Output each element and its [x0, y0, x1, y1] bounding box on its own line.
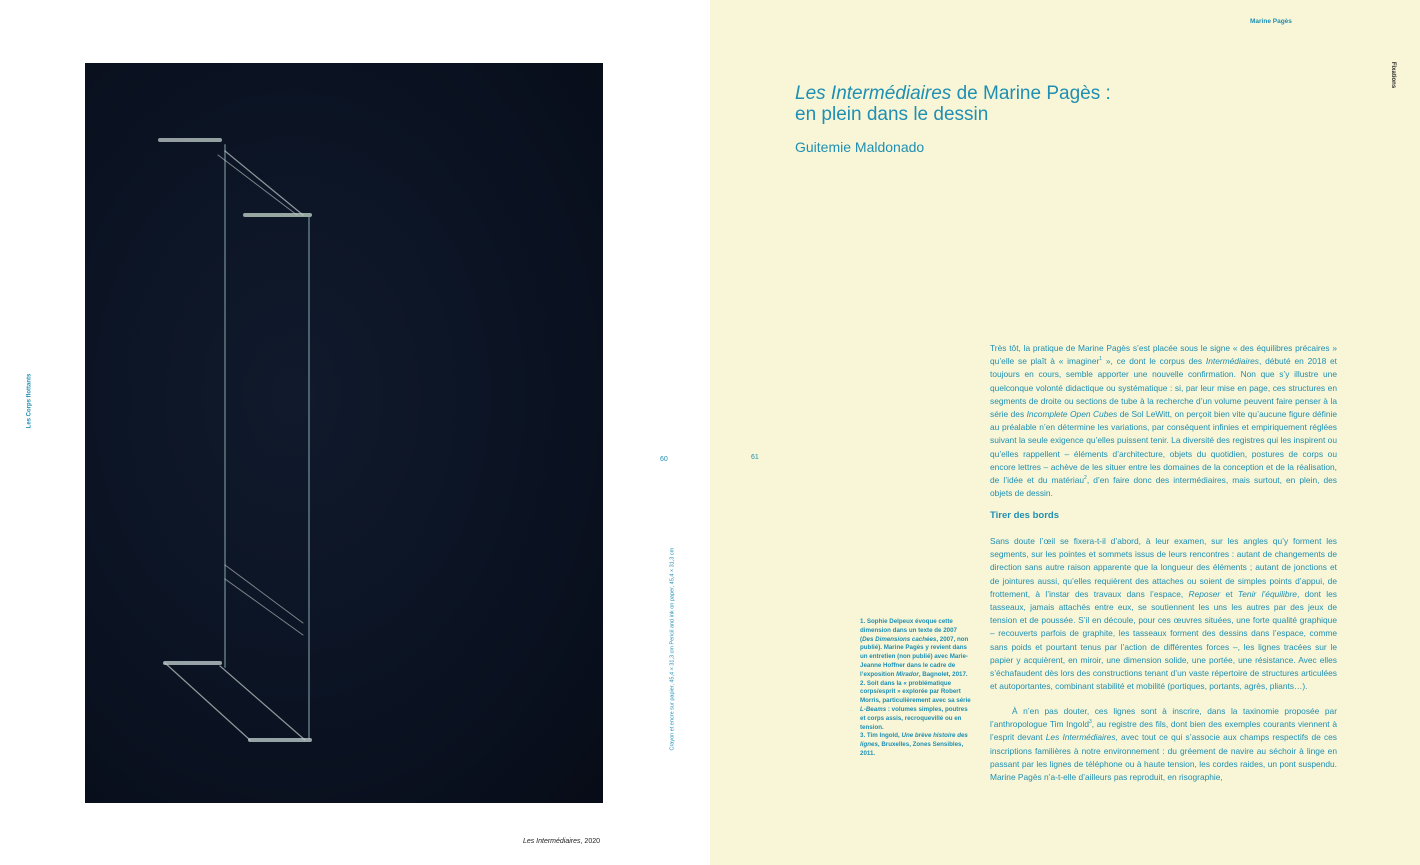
- artwork-spec: Crayon et encre sur papier, 45,4 × 31,3 cm Pencil and ink on paper, 45,4 × 31,3 cm: [669, 547, 676, 751]
- text-run: , Bagnolet, 2017.: [918, 670, 968, 678]
- text-run-italic: Une brève histoire des lignes: [860, 732, 968, 749]
- title-line2: en plein dans le dessin: [795, 104, 989, 125]
- text-run: », ce dont le corpus des: [1102, 356, 1206, 367]
- artwork-caption: [470, 838, 600, 845]
- text-run: , au registre des fils, dont bien des exemples courants viennent à l’esprit devant: [990, 719, 1337, 743]
- section-heading: Tirer des bords: [990, 510, 1059, 521]
- text-run-italic: Les Intermédiaires: [1045, 732, 1116, 743]
- text-run: et: [1220, 588, 1238, 599]
- footnote-ref-3: 3: [1088, 719, 1092, 726]
- text-run: Très tôt, la pratique de Marine Pagès s’est placée sous le signe « des équilibres précaires » qu’elle se plaît à « imaginer: [990, 343, 1337, 367]
- page-number-right: 61: [751, 454, 759, 461]
- text-run: , dont les tasseaux, jamais attachés entre eux, se soutiennent les uns les autres par des jeux de tension et de poussée. S’il en découle, pour ces œuvres situées, une forte qualité graphique – recouverts parfois de graphite, les tasseaux forment des dessins dans l’espace, comme sans poids et pourtant tenus par l’action de différentes forces –, les lignes tracées sur le papier y acquièrent, en miroir, une dimension solide, une portée, une résistance. Avec elles s’échafaudent dès lors des constructions tenant d’un vaste répertoire de structures articulées et autoportantes, combinant stabilité et mobilité (portiques, portants, agrès, pliants…).: [990, 588, 1337, 692]
- footnote-3: [860, 732, 972, 758]
- text-run-italic: Tenir l’équilibre: [1237, 588, 1297, 599]
- text-run: 3. Tim Ingold,: [860, 732, 902, 740]
- footnote-ref-2: 2: [1084, 475, 1087, 482]
- title-italic: Les Intermédiaires: [795, 83, 952, 104]
- text-run-italic: Incomplete Open Cubes: [1026, 409, 1118, 420]
- text-run-italic: Reposer: [1188, 588, 1221, 599]
- article-title: [795, 83, 1215, 125]
- footnote-2: [860, 680, 972, 733]
- text-run: 1. Sophie Delpeux évoque cette dimension dans un texte de 2007 (: [860, 618, 957, 643]
- footnotes: [860, 618, 972, 759]
- author-header: Marine Pagès: [1250, 18, 1292, 25]
- text-run: , débuté en 2018 et toujours en cours, semble apporter une nouvelle confirmation. Non que s’y illustre une quelconque volonté didactique ou systématique : si, par leur mise en page, ces structures en segments de droite ou sections de tube à la recherche d’un volume peuvent faire penser à la série des: [990, 356, 1338, 420]
- text-run: , 2007, non publié). Marine Pagès y revient dans un entretien (non publié) avec Marie-Jeanne Hoffner dans le cadre de l’exposition: [860, 635, 969, 678]
- text-run-italic: Des Dimensions cachées: [862, 635, 937, 643]
- caption-title: Les Intermédiaires: [522, 838, 581, 845]
- text-run: 2. Soit dans la « problématique corps/esprit » explorée par Robert Morris, particulièrement avec sa série: [860, 679, 971, 705]
- paragraph-1: [990, 342, 1337, 500]
- right-running-head: Fixations: [1390, 61, 1397, 89]
- text-run-italic: Mirador: [896, 670, 919, 678]
- text-run: À n’en pas douter, ces lignes sont à inscrire, dans la taxinomie proposée par l’anthropologue Tim Ingold: [990, 706, 1337, 730]
- caption-year: , 2020: [580, 838, 600, 845]
- paragraph-2: [990, 535, 1337, 693]
- artwork-svg: [85, 63, 603, 803]
- artwork-drawing: [85, 63, 603, 803]
- text-run-italic: L-Beams: [860, 705, 887, 713]
- text-run: de Sol LeWitt, on perçoit bien vite qu’aucune figure définie au préalable n’en détermine les variations, par conséquent infinies et empiriquement réglées suivant la seule exigence qu’elles puissent tenir. La diversité des registres qui les inspirent ou qu’elles rappellent – éléments d’architecture, objets du quotidien, postures de corps ou encore lettres – achève de les situer entre les domaines de la conception et de la réalisation, de l’idée et du matériau: [990, 409, 1337, 486]
- text-run: , avec tout ce qui s’associe aux champs respectifs de ces inscriptions familières à notre environnement : du gréement de navire au séchoir à linge en passant par les lignes de téléphone ou à haute tension, les cordes raides, un pont suspendu. Marine Pagès n’a-t-elle d’ailleurs pas reproduit, en risographie,: [990, 732, 1337, 783]
- page-number-left: 60: [660, 456, 668, 463]
- footnote-1: [860, 618, 972, 680]
- left-running-head: Les Corps flottants: [26, 373, 33, 429]
- text-run: , Bruxelles, Zones Sensibles, 2011.: [860, 741, 964, 757]
- byline: Guitemie Maldonado: [795, 139, 925, 155]
- text-run: Sans doute l’œil se fixera-t-il d’abord, à leur examen, sur les angles qu’y forment les segments, sur les pointes et sommets issus de leurs rencontres : autant de changements de direction sans autre raison apparente que la longueur des éléments ; autant de jonctions et de jointures aussi, qu’elles requièrent des attaches ou soient de simples points d’appui, de frottement, à l’instar des travaux dans l’espace,: [990, 536, 1337, 599]
- title-rest: de Marine Pagès :: [951, 83, 1111, 104]
- text-run-italic: Intermédiaires: [1205, 356, 1259, 367]
- footnote-ref-1: 1: [1099, 356, 1103, 363]
- text-run: , d’en faire donc des intermédiaires, mais surtout, en plein, des objets de dessin.: [990, 475, 1337, 499]
- paragraph-3: [990, 705, 1337, 784]
- text-run: : volumes simples, poutres et corps assis, recroquevillé ou en tension.: [860, 705, 968, 731]
